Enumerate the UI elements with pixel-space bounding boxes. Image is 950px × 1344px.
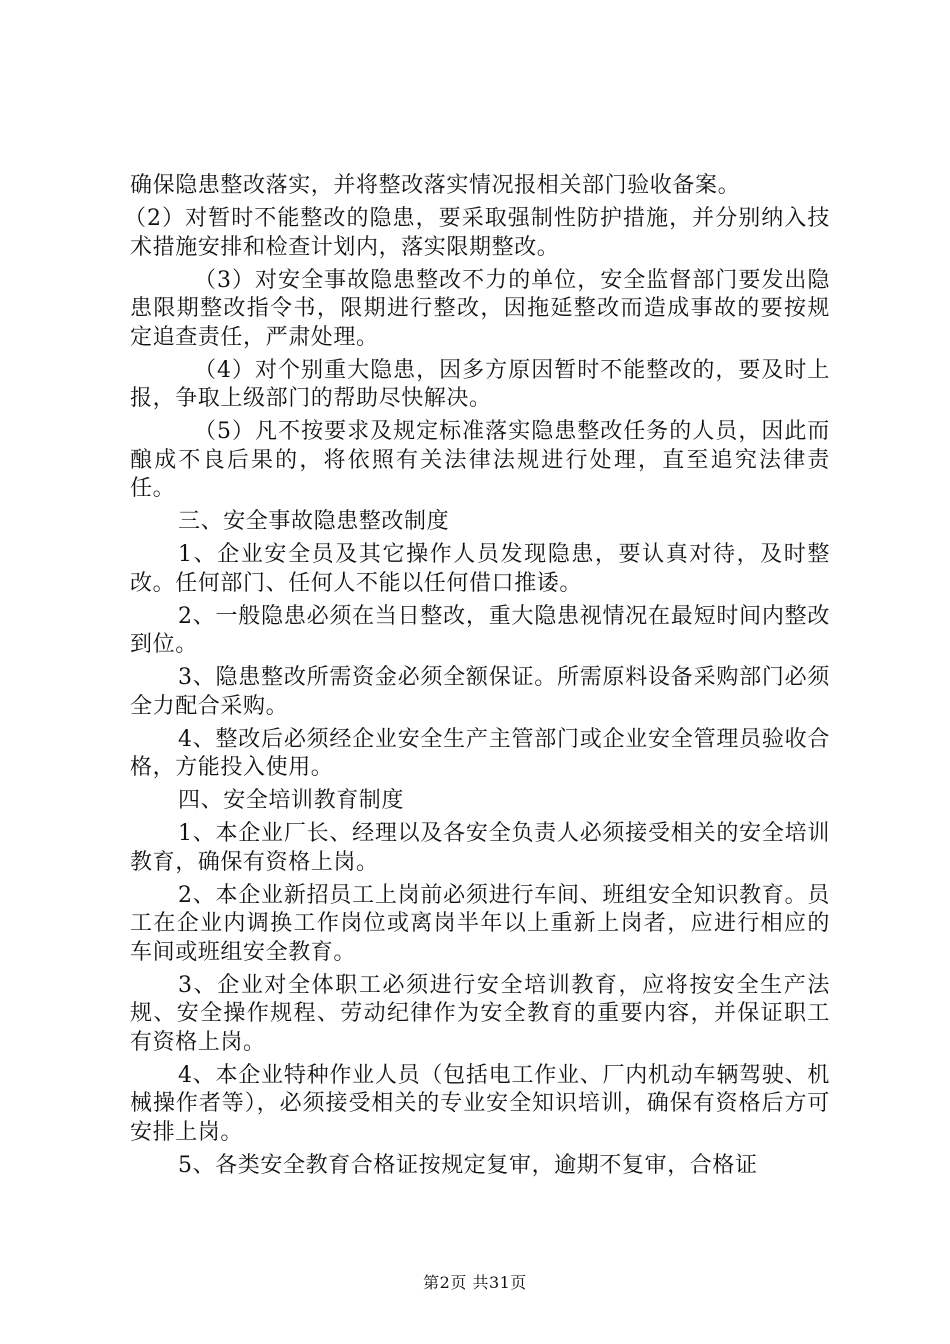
paragraph-s4-1: 1、本企业厂长、经理以及各安全负责人必须接受相关的安全培训教育，确保有资格上岗。	[130, 821, 830, 875]
paragraph-s3-4: 4、整改后必须经企业安全生产主管部门或企业安全管理员验收合格，方能投入使用。	[130, 726, 830, 780]
paragraph-s3-3: 3、隐患整改所需资金必须全额保证。所需原料设备采购部门必须全力配合采购。	[130, 665, 830, 719]
paragraph-item-5: （5）凡不按要求及规定标准落实隐患整改任务的人员，因此而酿成不良后果的，将依照有关法律法规进行处理，直至追究法律责任。	[130, 419, 830, 501]
paragraph-s4-2: 2、本企业新招员工上岗前必须进行车间、班组安全知识教育。员工在企业内调换工作岗位或离岗半年以上重新上岗者，应进行相应的车间或班组安全教育。	[130, 882, 830, 965]
paragraph-s3-2: 2、一般隐患必须在当日整改，重大隐患视情况在最短时间内整改到位。	[130, 603, 830, 657]
paragraph-item-3: （3）对安全事故隐患整改不力的单位，安全监督部门要发出隐患限期整改指令书，限期进行整改，因拖延整改而造成事故的要按规定追查责任，严肃处理。	[130, 267, 830, 350]
paragraph-s4-5: 5、各类安全教育合格证按规定复审，逾期不复审，合格证	[178, 1152, 758, 1178]
page-number-footer: 第2页 共31页	[423, 1273, 527, 1292]
section-heading-4: 四、安全培训教育制度	[178, 788, 405, 813]
paragraph-s4-4: 4、本企业特种作业人员（包括电工作业、厂内机动车辆驾驶、机械操作者等），必须接受相关的专业安全知识培训，确保有资格后方可安排上岗。	[130, 1062, 830, 1145]
paragraph-item-2: （2）对暂时不能整改的隐患，要采取强制性防护措施，并分别纳入技术措施安排和检查计划内，落实限期整改。	[124, 206, 830, 260]
paragraph-continuation: 确保隐患整改落实，并将整改落实情况报相关部门验收备案。	[130, 173, 741, 198]
paragraph-s4-3: 3、企业对全体职工必须进行安全培训教育，应将按安全生产法规、安全操作规程、劳动纪律作为安全教育的重要内容，并保证职工有资格上岗。	[130, 972, 830, 1055]
paragraph-s3-1: 1、企业安全员及其它操作人员发现隐患，要认真对待，及时整改。任何部门、任何人不能以任何借口推诿。	[130, 542, 830, 596]
document-body	[124, 172, 830, 1185]
section-heading-3: 三、安全事故隐患整改制度	[178, 509, 450, 534]
paragraph-item-4: （4）对个别重大隐患，因多方原因暂时不能整改的，要及时上报，争取上级部门的帮助尽快解决。	[130, 357, 830, 411]
